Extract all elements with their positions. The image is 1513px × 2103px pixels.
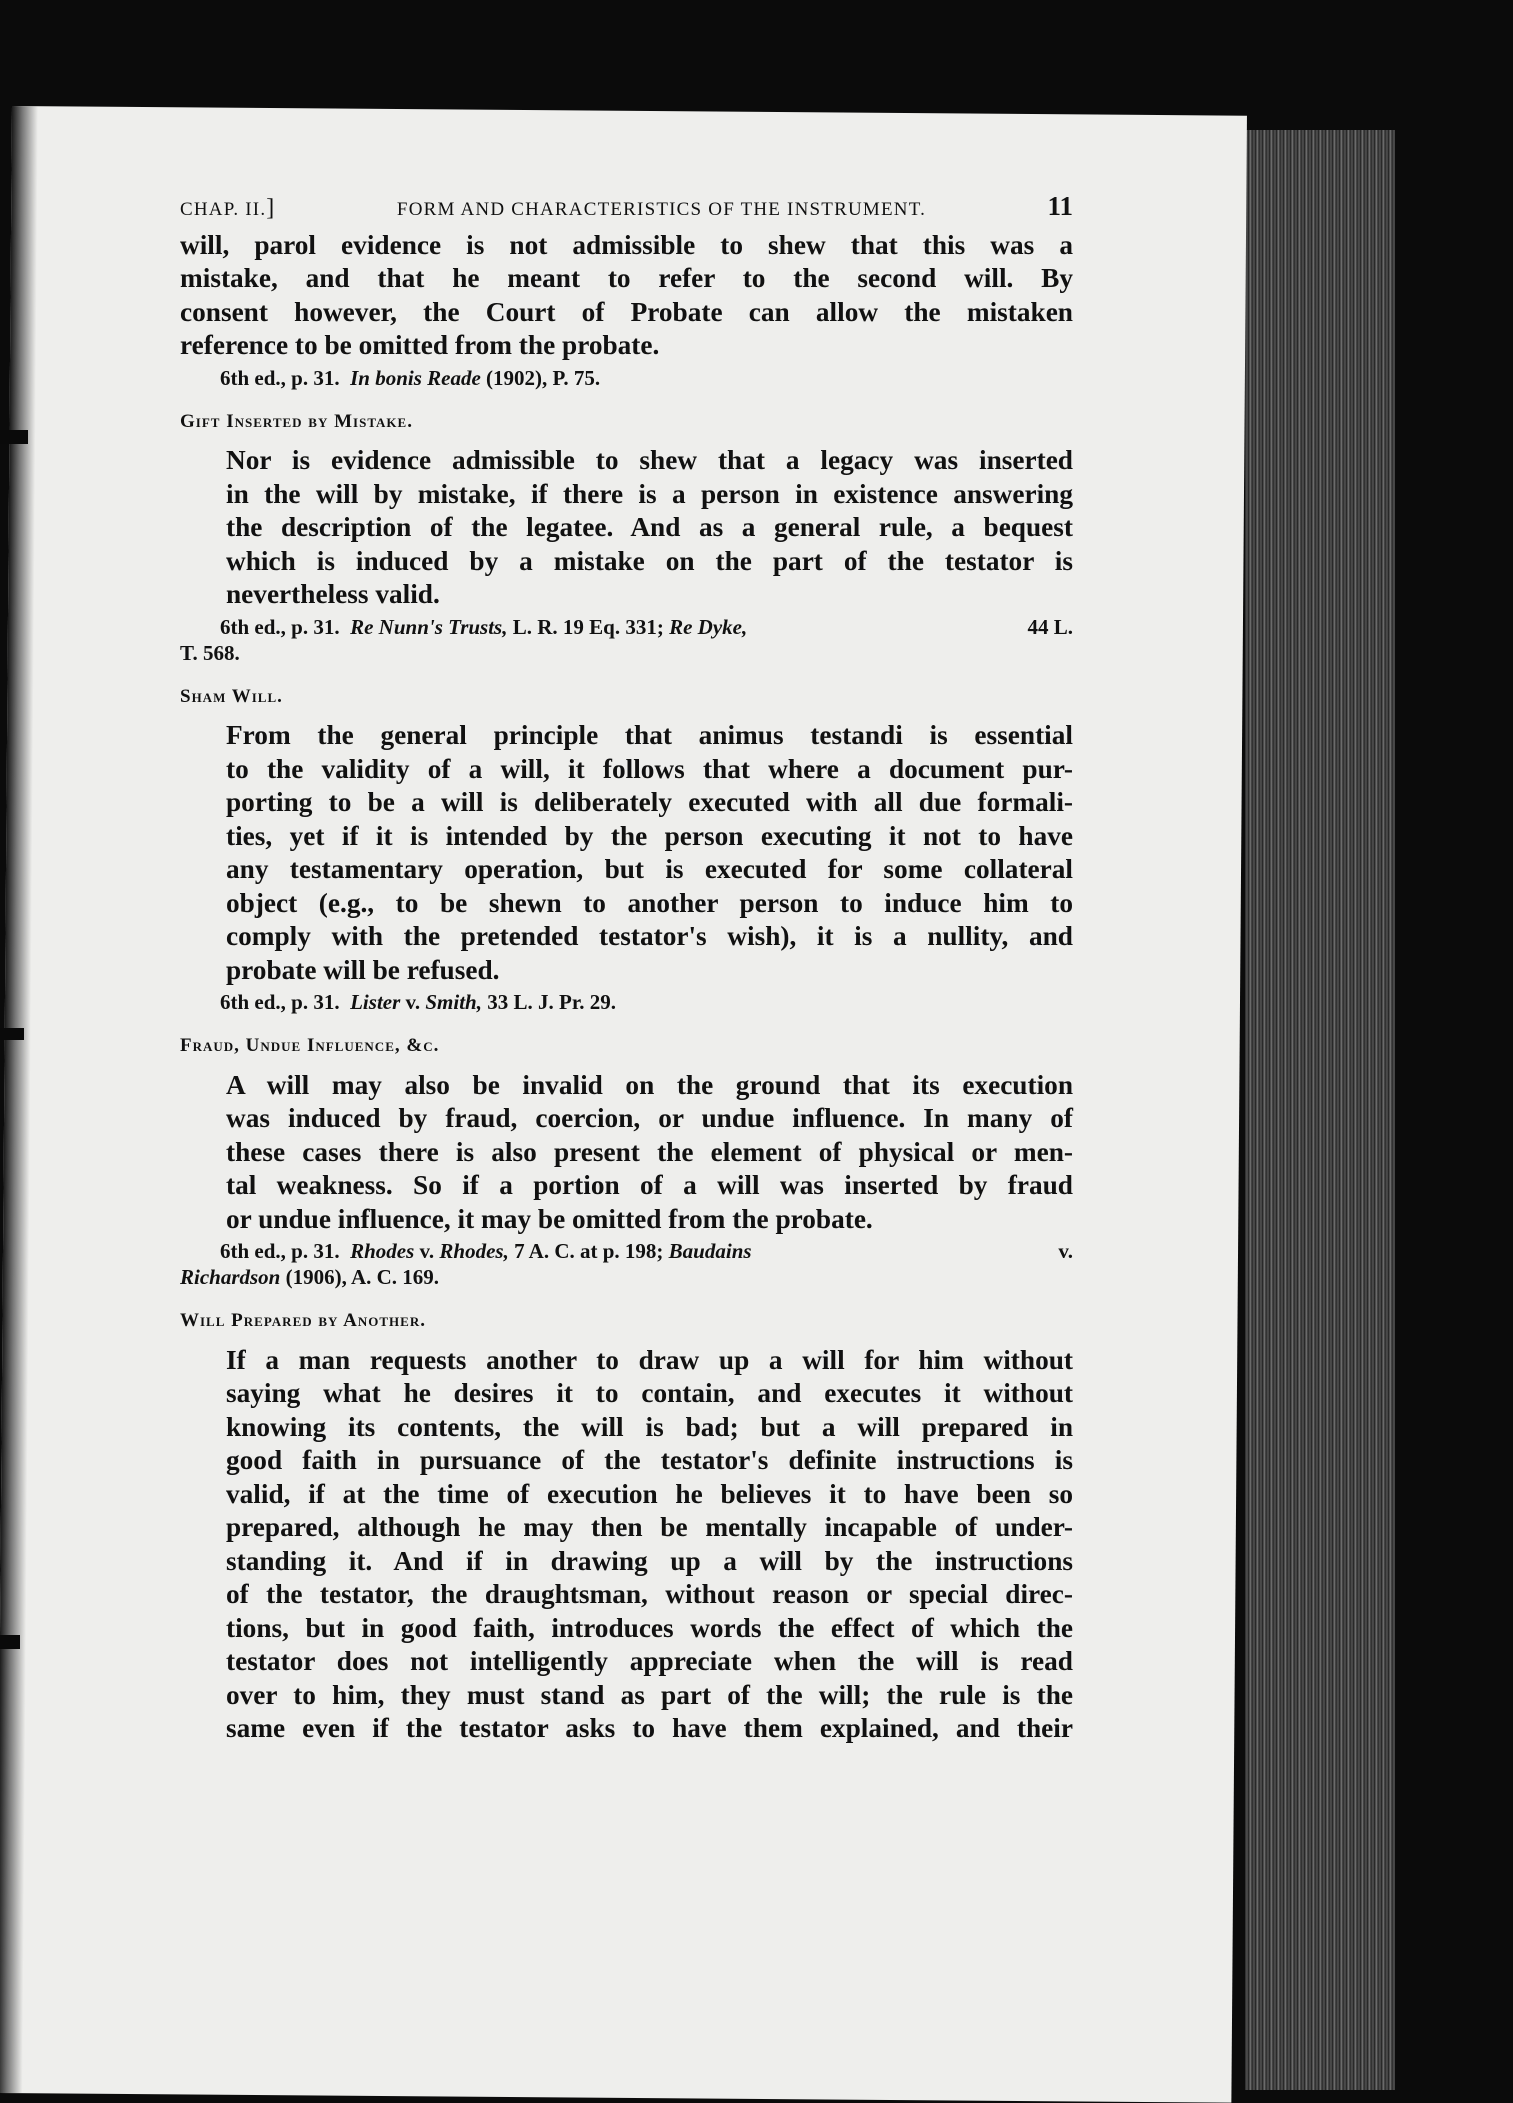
case-reference: L. R. 19 Eq. 331; [512,614,664,639]
page-edges [1245,130,1395,2090]
text-line: standing it. And if in drawing up a will by the instructions [226,1545,1073,1576]
versus: v. [419,1239,435,1263]
text-line: tal weakness. So if a portion of a will was inserted by fraud [226,1170,1073,1200]
text-line: reference to be omitted from the probate. [180,330,660,360]
text-line: any testamentary operation, but is executed for some collateral [226,854,1073,884]
case-name: Baudains [668,1239,752,1263]
text-line: A will may also be invalid on the ground that its execution [226,1069,1073,1100]
case-reference: 44 L. [1027,614,1073,639]
section-heading-sham-will: Sham Will. [180,685,283,707]
text-line: Nor is evidence admissible to shew that a legacy was inserted [226,445,1073,475]
text-line: valid, if at the time of execution he believes it to have been so [226,1478,1073,1509]
text-line: will, parol evidence is not admissible to shew that this was a [180,229,1073,260]
text-line: object (e.g., to be shewn to another person to induce him to [226,887,1073,918]
case-name: Re Nunn's Trusts, [350,614,508,639]
case-name: Smith, [425,990,482,1014]
text-line: From the general principle that animus testandi is essential [226,720,1073,750]
case-reference: 33 L. J. Pr. 29. [487,990,616,1014]
case-name: Rhodes [350,1239,415,1263]
citation-edition: 6th ed., p. 31. [220,990,340,1014]
page-number: 11 [1047,191,1073,221]
text-line: testator does not intelligently appreciate when the will is read [226,1646,1073,1676]
citation-1 [180,365,1073,391]
text-line: to the validity of a will, it follows that where a document pur- [226,753,1073,784]
spine-shadow [0,106,38,2093]
text-line: probate will be refused. [226,954,500,985]
text-line: prepared, although he may then be mentally incapable of under- [226,1512,1073,1542]
citation-edition: 6th ed., p. 31. [220,1239,340,1263]
text-line: which is induced by a mistake on the part of the testator is [226,545,1073,576]
binding-mark [0,1635,20,1649]
paragraph-2 [180,444,1073,612]
paragraph-4 [180,1069,1073,1237]
section-heading-fraud: Fraud, Undue Influence, &c. [180,1035,440,1056]
case-name: Rhodes, [439,1239,509,1263]
paragraph-3 [180,719,1073,987]
text-line: these cases there is also present the element of physical or men- [226,1136,1073,1167]
citation-edition: 6th ed., p. 31. [220,614,340,639]
header-left [180,192,275,227]
text-line: nevertheless valid. [226,579,440,609]
text-line: of the testator, the draughtsman, without reason or special direc- [226,1579,1073,1609]
case-name: Re Dyke, [669,614,748,639]
case-name: In bonis Reade [350,365,481,390]
text-line: in the will by mistake, if there is a person in existence answering [226,478,1073,509]
text-line: If a man requests another to draw up a will for him without [226,1344,1073,1375]
text-line: same even if the testator asks to have them explained, and their [226,1713,1073,1743]
text-line: comply with the pretended testator's wish), it is a nullity, and [226,921,1073,951]
header-bracket: ] [266,195,276,221]
text-line: knowing its contents, the will is bad; but a will prepared in [226,1411,1073,1442]
text-line: ties, yet if it is intended by the person executing it not to have [226,820,1073,851]
running-header [180,190,1073,227]
paragraph-5 [180,1344,1073,1746]
case-reference: (1906), A. C. 169. [285,1265,440,1289]
paragraph-1 [180,229,1073,363]
versus: v. [405,990,421,1014]
citation-2 [180,614,1073,666]
citation-edition: 6th ed., p. 31. [220,365,340,390]
case-name: Richardson [180,1265,281,1289]
running-title: FORM AND CHARACTERISTICS OF THE INSTRUMENT. [396,199,927,220]
text-line: saying what he desires it to contain, and executes it without [226,1378,1073,1408]
section-heading-will-prepared: Will Prepared by Another. [180,1310,426,1331]
case-reference: T. 568. [180,640,240,665]
text-line: over to him, they must stand as part of the will; the rule is the [226,1679,1073,1710]
text-line: porting to be a will is deliberately executed with all due formali- [226,787,1073,817]
citation-4 [180,1238,1073,1290]
text-line: the description of the legatee. And as a general rule, a bequest [226,512,1073,542]
case-name: Lister [350,990,401,1014]
text-line: mistake, and that he meant to refer to the second will. By [180,263,1073,293]
text-line: tions, but in good faith, introduces words the effect of which the [226,1612,1073,1643]
binding-mark [0,430,28,444]
case-reference: 7 A. C. at p. 198; [514,1239,664,1263]
text-line: or undue influence, it may be omitted from the probate. [226,1203,873,1234]
chapter-label: CHAP. II. [180,199,267,220]
text-line: was induced by fraud, coercion, or undue influence. In many of [226,1103,1073,1133]
section-heading-gift-inserted: Gift Inserted by Mistake. [180,410,413,432]
citation-3 [180,989,1073,1015]
versus: v. [1058,1239,1073,1263]
case-reference: (1902), P. 75. [486,365,601,390]
text-line: good faith in pursuance of the testator's definite instructions is [226,1445,1073,1475]
binding-mark [0,1028,24,1040]
text-line: consent however, the Court of Probate can allow the mistaken [180,296,1073,327]
page-text [180,190,1073,1746]
